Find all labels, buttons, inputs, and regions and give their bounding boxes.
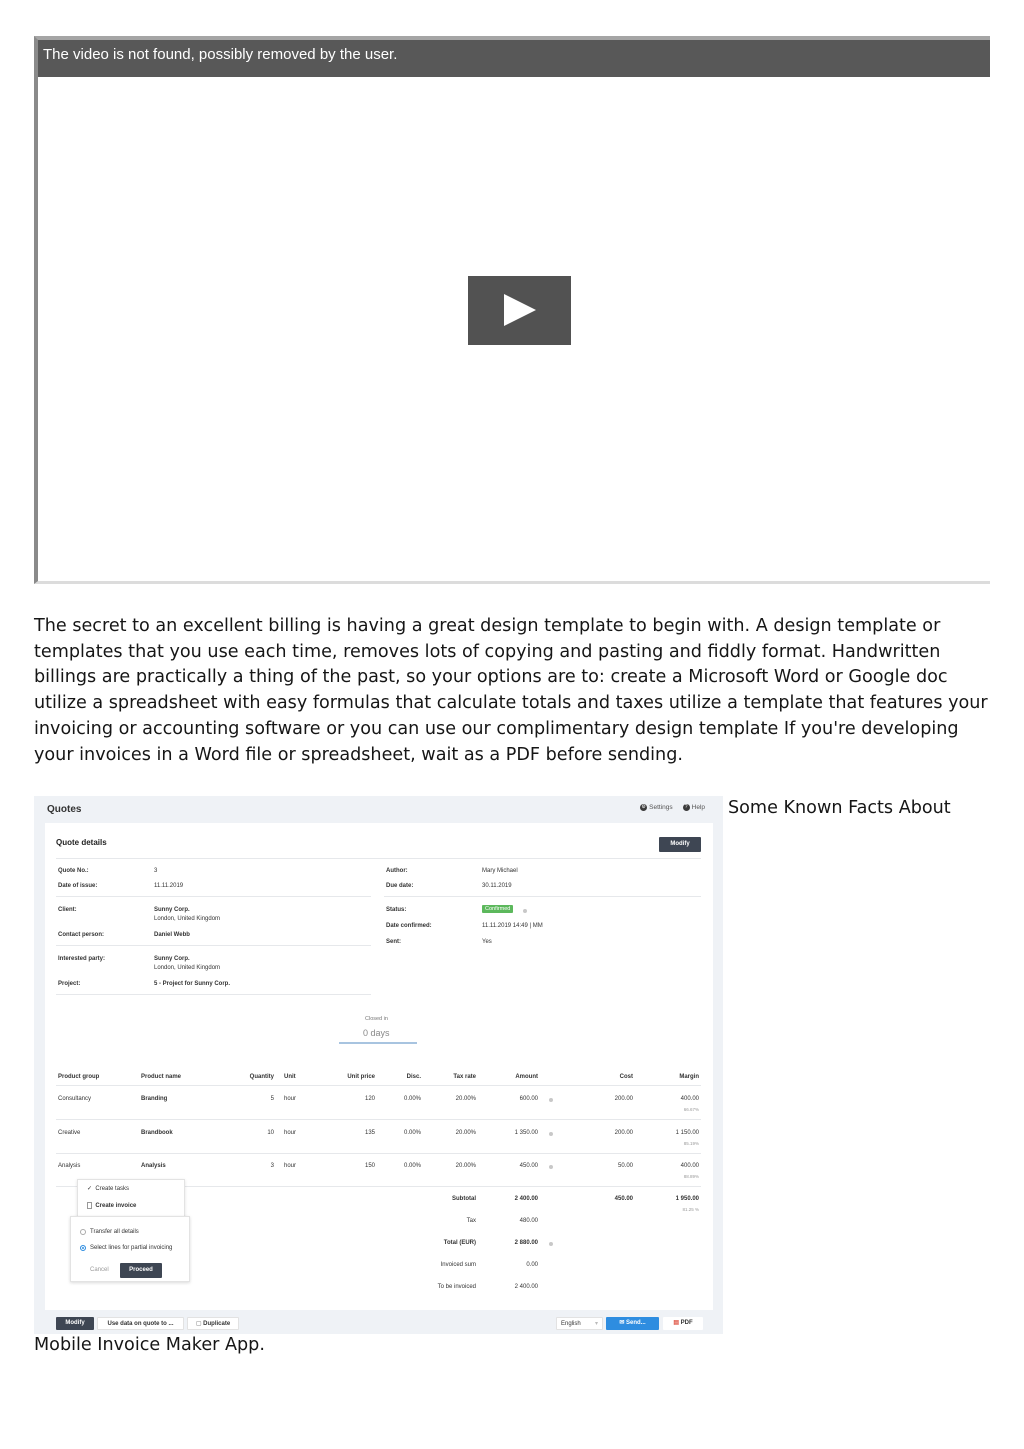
caption: Mobile Invoice Maker App. xyxy=(34,1335,265,1355)
cell-margin-pct: 88.89% xyxy=(683,1174,699,1179)
divider xyxy=(384,896,701,897)
tax-value: 480.00 xyxy=(519,1218,538,1224)
cell-amount: 1 350.00 xyxy=(514,1130,538,1136)
col-quantity: Quantity xyxy=(249,1074,274,1080)
status-label: Status: xyxy=(386,907,407,913)
cell-qty: 3 xyxy=(270,1163,274,1169)
cancel-button[interactable]: Cancel xyxy=(90,1267,109,1273)
divider xyxy=(56,1119,701,1120)
cell-unit: hour xyxy=(284,1130,297,1136)
section-title: Quote details xyxy=(56,838,107,847)
col-product-group: Product group xyxy=(58,1074,100,1080)
document-icon xyxy=(87,1202,92,1209)
to-invoice-label: To be invoiced xyxy=(437,1284,476,1290)
date-issue-label: Date of issue: xyxy=(58,883,98,889)
side-heading: Some Known Facts About xyxy=(728,798,951,818)
cell-qty: 5 xyxy=(270,1096,274,1102)
select-lines-label: Select lines for partial invoicing xyxy=(90,1245,173,1251)
cell-group: Creative xyxy=(58,1130,81,1136)
date-confirmed-label: Date confirmed: xyxy=(386,923,432,929)
video-embed[interactable] xyxy=(34,36,990,584)
video-error-bar xyxy=(38,40,990,77)
play-button[interactable] xyxy=(468,276,571,345)
send-icon: ✉ xyxy=(619,1320,625,1326)
divider xyxy=(56,858,701,859)
amount-info-dot[interactable] xyxy=(549,1132,553,1136)
cell-amount: 450.00 xyxy=(519,1163,538,1169)
project-value[interactable]: 5 - Project for Sunny Corp. xyxy=(154,981,231,987)
status-badge: Confirmed xyxy=(482,905,513,913)
invoiced-label: Invoiced sum xyxy=(440,1262,476,1268)
pdf-button[interactable]: ▤ PDF xyxy=(663,1317,703,1330)
divider xyxy=(56,1085,701,1086)
check-icon: ✓ xyxy=(87,1186,93,1192)
closed-in-value: 0 days xyxy=(363,1028,390,1038)
sent-label: Sent: xyxy=(386,939,401,945)
status-info-dot[interactable] xyxy=(523,909,527,913)
cell-tax: 20.00% xyxy=(455,1163,476,1169)
col-margin: Margin xyxy=(679,1074,699,1080)
app-title: Quotes xyxy=(47,804,82,815)
language-select[interactable]: English ▾ xyxy=(556,1317,603,1330)
interested-name: Sunny Corp. xyxy=(154,956,190,962)
divider xyxy=(56,1153,701,1154)
chevron-down-icon: ▾ xyxy=(594,1321,598,1327)
col-amount: Amount xyxy=(515,1074,538,1080)
cell-margin: 400.00 xyxy=(680,1096,699,1102)
interested-address: London, United Kingdom xyxy=(154,965,221,971)
proceed-button[interactable]: Proceed xyxy=(120,1263,162,1278)
radio-select-lines[interactable] xyxy=(80,1245,86,1251)
client-address: London, United Kingdom xyxy=(154,916,221,922)
cell-unit: hour xyxy=(284,1096,297,1102)
cell-disc: 0.00% xyxy=(403,1130,421,1136)
date-confirmed-value: 11.11.2019 14:49 | MM xyxy=(482,923,543,929)
cell-tax: 20.00% xyxy=(455,1130,476,1136)
invoiced-value: 0.00 xyxy=(526,1262,538,1268)
subtotal-label: Subtotal xyxy=(452,1196,476,1202)
footer-modify-button[interactable]: Modify xyxy=(56,1317,94,1330)
quote-no-label: Quote No.: xyxy=(58,868,89,874)
cell-cost: 200.00 xyxy=(614,1130,633,1136)
cell-margin: 1 150.00 xyxy=(675,1130,699,1136)
use-data-button[interactable]: Use data on quote to ... xyxy=(97,1317,184,1330)
modify-button[interactable]: Modify xyxy=(659,837,701,852)
gear-icon: ⚙ xyxy=(641,804,646,810)
divider xyxy=(56,945,371,946)
cell-name: Branding xyxy=(141,1096,168,1102)
amount-info-dot[interactable] xyxy=(549,1098,553,1102)
col-cost: Cost xyxy=(619,1074,633,1080)
quote-app-screenshot xyxy=(34,796,723,1334)
use-data-menu xyxy=(77,1179,185,1219)
project-label: Project: xyxy=(58,981,81,987)
total-label: Total (EUR) xyxy=(443,1240,476,1246)
cell-price: 120 xyxy=(364,1096,375,1102)
subtotal-margin: 1 950.00 xyxy=(675,1196,699,1202)
help-link[interactable]: ? Help xyxy=(683,804,705,811)
video-error-message: The video is not found, possibly removed by the user. xyxy=(43,46,398,63)
interested-label: Interested party: xyxy=(58,956,106,962)
author-label: Author: xyxy=(386,868,408,874)
transfer-all-label: Transfer all details xyxy=(90,1229,139,1235)
col-product-name: Product name xyxy=(141,1074,182,1080)
radio-transfer-all[interactable] xyxy=(80,1229,86,1235)
client-label: Client: xyxy=(58,907,77,913)
settings-link[interactable]: ⚙ Settings xyxy=(641,804,673,812)
contact-label: Contact person: xyxy=(58,932,105,938)
menu-item-create-invoice[interactable]: Create invoice xyxy=(87,1202,136,1209)
pdf-icon: ▤ xyxy=(673,1320,679,1326)
due-date-value: 30.11.2019 xyxy=(482,883,512,889)
cell-group: Consultancy xyxy=(58,1096,92,1102)
total-info-dot[interactable] xyxy=(549,1242,553,1246)
subtotal-cost: 450.00 xyxy=(614,1196,633,1202)
col-discount: Disc. xyxy=(406,1074,421,1080)
send-button[interactable]: ✉ Send... xyxy=(606,1317,659,1330)
divider xyxy=(56,896,371,897)
copy-icon: ▢ xyxy=(195,1321,202,1327)
cell-tax: 20.00% xyxy=(455,1096,476,1102)
invoice-options-popup xyxy=(70,1216,190,1282)
divider xyxy=(56,994,371,995)
duplicate-button[interactable]: ▢ Duplicate xyxy=(187,1317,239,1330)
subtotal-value: 2 400.00 xyxy=(514,1196,538,1202)
total-value: 2 880.00 xyxy=(514,1240,538,1246)
help-icon: ? xyxy=(683,804,690,811)
contact-value: Daniel Webb xyxy=(154,932,190,938)
to-invoice-value: 2 400.00 xyxy=(514,1284,538,1290)
subtotal-margin-pct: 81.25 % xyxy=(682,1207,699,1212)
cell-margin: 400.00 xyxy=(680,1163,699,1169)
closed-in-label: Closed in xyxy=(365,1016,388,1022)
menu-item-create-tasks[interactable]: ✓ Create tasks xyxy=(87,1186,130,1192)
tax-label: Tax xyxy=(466,1218,476,1224)
article-paragraph: The secret to an excellent billing is having a great design template to begin with. A design template or templates that you use each time, removes lots of copying and pasting and fiddly format. Handwritten billings are practically a thing of the past, so your options are to: create a Microsoft Word or Google doc utilize a spreadsheet with easy formulas that calculate totals and taxes utilize a template that features your invoicing or accounting software or you can use our complimentary design template If you're developing your invoices in a Word file or spreadsheet, wait as a PDF before sending. xyxy=(34,616,988,765)
cell-margin-pct: 66.67% xyxy=(683,1107,699,1112)
sent-value: Yes xyxy=(482,939,492,945)
cell-price: 135 xyxy=(364,1130,375,1136)
col-unit: Unit xyxy=(284,1074,296,1080)
cell-name: Analysis xyxy=(141,1163,166,1169)
col-tax-rate: Tax rate xyxy=(453,1074,476,1080)
col-unit-price: Unit price xyxy=(347,1074,375,1080)
author-value: Mary Michael xyxy=(482,868,518,874)
cell-price: 150 xyxy=(364,1163,375,1169)
cell-disc: 0.00% xyxy=(403,1096,421,1102)
top-links xyxy=(640,804,705,811)
cell-amount: 600.00 xyxy=(519,1096,538,1102)
cell-cost: 50.00 xyxy=(617,1163,633,1169)
cell-cost: 200.00 xyxy=(614,1096,633,1102)
client-name: Sunny Corp. xyxy=(154,907,190,913)
cell-unit: hour xyxy=(284,1163,297,1169)
cell-margin-pct: 85.19% xyxy=(683,1141,699,1146)
cell-name: Brandbook xyxy=(141,1130,173,1136)
cell-qty: 10 xyxy=(267,1130,274,1136)
cell-disc: 0.00% xyxy=(403,1163,421,1169)
closed-in-underline xyxy=(339,1042,417,1044)
play-icon xyxy=(502,293,538,327)
date-issue-value: 11.11.2019 xyxy=(154,883,184,889)
amount-info-dot[interactable] xyxy=(549,1165,553,1169)
due-date-label: Due date: xyxy=(386,883,414,889)
quote-no-value: 3 xyxy=(154,868,158,874)
cell-group: Analysis xyxy=(58,1163,81,1169)
